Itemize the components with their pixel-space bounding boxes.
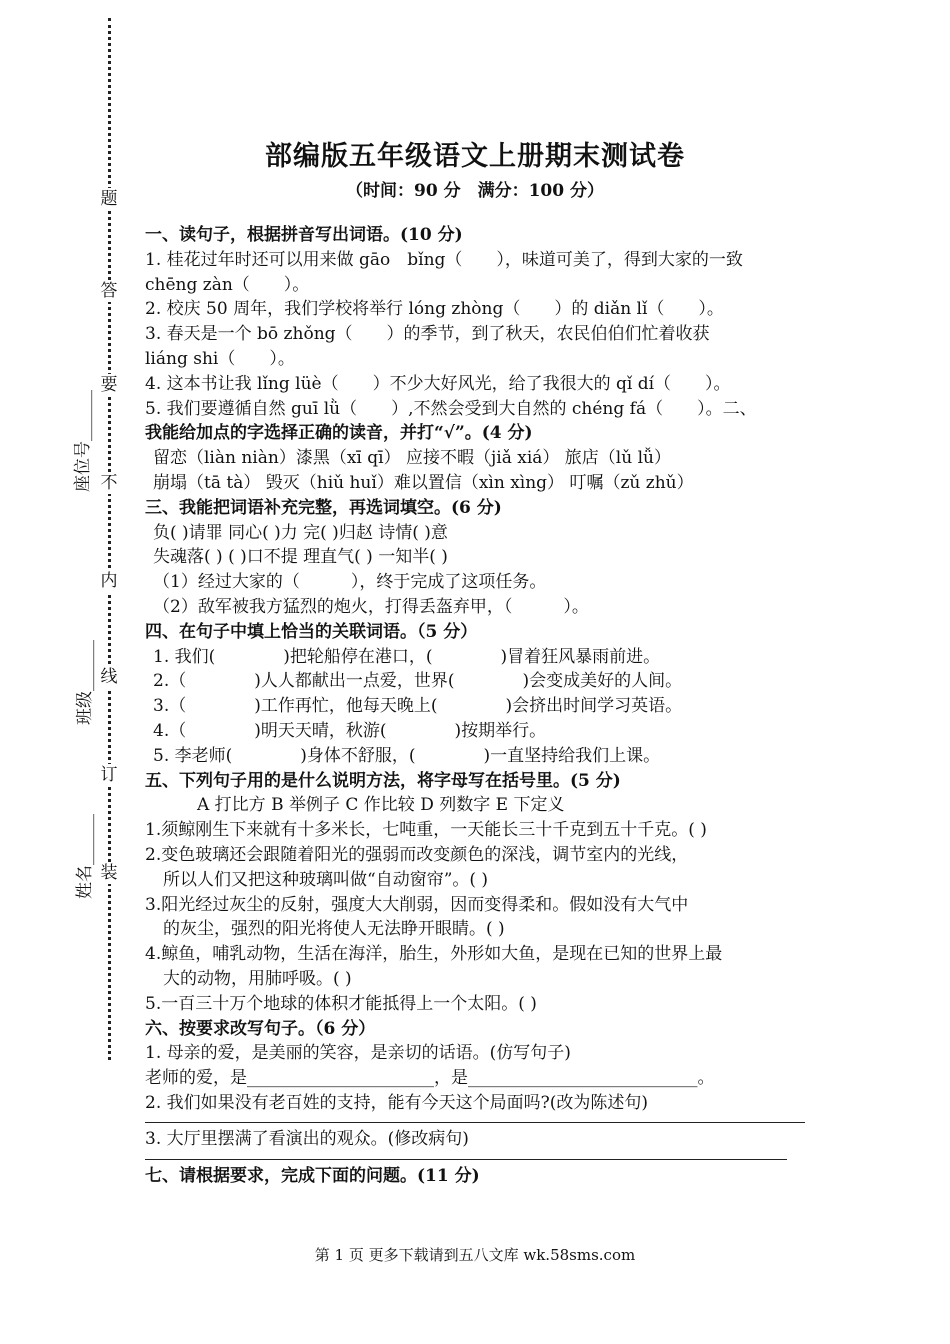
section-5-line: 3.阳光经过灰尘的反射，强度大大削弱，因而变得柔和。假如没有大气中 xyxy=(145,894,689,915)
class-label: 班级______ xyxy=(75,640,95,725)
section-6-line: 2. 我们如果没有老百姓的支持，能有今天这个局面吗?(改为陈述句) xyxy=(145,1092,649,1113)
section-5-line: 5.一百三十万个地球的体积才能抵得上一个太阳。( ) xyxy=(145,993,537,1014)
answer-rule xyxy=(145,1122,805,1123)
section-5-line: 2.变色玻璃还会跟随着阳光的强弱而改变颜色的深浅，调节室内的光线， xyxy=(145,844,689,865)
section-5-line: 1.须鲸刚生下来就有十多米长，七吨重，一天能长三十千克到五十千克。( ) xyxy=(145,820,707,841)
section-1-line: 5. 我们要遵循自然 guī lǜ（ ）,不然会受到大自然的 chéng fá（ ）。二、 xyxy=(145,398,757,419)
section-7-heading: 七、请根据要求，完成下面的问题。(11 分) xyxy=(145,1166,480,1187)
section-5-options: A 打比方 B 举例子 C 作比较 D 列数字 E 下定义 xyxy=(197,795,565,816)
exam-title: 部编版五年级语文上册期末测试卷 xyxy=(265,141,685,172)
page-footer: 第 1 页 更多下载请到五八文库 wk.58sms.com xyxy=(314,1246,636,1264)
section-4-line: 1. 我们( )把轮船停在港口，( )冒着狂风暴雨前进。 xyxy=(153,646,661,667)
section-1-heading: 一、读句子，根据拼音写出词语。(10 分) xyxy=(145,225,463,245)
section-2-line: 崩塌（tā tà） 毁灭（hiǔ huǐ）难以置信（xìn xìng） 叮嘱（zǔ zhǔ） xyxy=(153,472,694,493)
section-5-line: 大的动物，用肺呼吸。( ) xyxy=(163,968,352,989)
binding-char-da: 答 xyxy=(98,280,120,302)
section-4-heading: 四、在句子中填上恰当的关联词语。（5 分） xyxy=(145,621,478,642)
section-5-line: 所以人们又把这种玻璃叫做“自动窗帘”。( ) xyxy=(163,869,489,890)
binding-char-yao: 要 xyxy=(98,374,120,396)
section-6-line: 1. 母亲的爱，是美丽的笑容，是亲切的话语。(仿写句子) xyxy=(145,1043,571,1064)
binding-char-xian: 线 xyxy=(98,666,120,688)
section-6-line: 3. 大厅里摆满了看演出的观众。(修改病句) xyxy=(145,1128,469,1149)
exam-subtitle: （时间：90 分 满分：100 分） xyxy=(346,181,604,201)
exam-content xyxy=(145,223,825,1189)
section-3-heading: 三、我能把词语补充完整，再选词填空。(6 分) xyxy=(145,497,502,518)
answer-rule xyxy=(145,1159,787,1160)
section-2-heading: 我能给加点的字选择正确的读音，并打“√”。(4 分) xyxy=(145,423,533,444)
section-1-line: 4. 这本书让我 lǐng lüè（ ）不少大好风光，给了我很大的 qǐ dí（ ）。 xyxy=(145,373,731,394)
section-1-line: 1. 桂花过年时还可以用来做 gāo bǐng（ ），味道可美了，得到大家的一致 xyxy=(145,249,743,270)
section-5-line: 4.鲸鱼，哺乳动物，生活在海洋，胎生，外形如大鱼，是现在已知的世界上最 xyxy=(145,944,723,965)
section-5-heading: 五、下列句子用的是什么说明方法，将字母写在括号里。(5 分) xyxy=(145,770,621,791)
binding-char-bu: 不 xyxy=(98,472,120,494)
section-1-line: 3. 春天是一个 bō zhǒng（ ）的季节，到了秋天，农民伯伯们忙着收获 xyxy=(145,324,710,345)
seat-number-label: 座位号______ xyxy=(73,390,93,492)
section-3-line: （1）经过大家的（ ），终于完成了这项任务。 xyxy=(153,572,547,593)
section-6-heading: 六、按要求改写句子。（6 分） xyxy=(145,1018,376,1039)
binding-dotted-line xyxy=(108,18,111,1060)
section-2-line: 留恋（liàn niàn）漆黑（xī qī） 应接不暇（jiǎ xiá） 旅店（lǔ lǚ） xyxy=(153,448,671,469)
section-1-line: chēng zàn（ ）。 xyxy=(145,274,310,295)
section-3-line: 失魂落( ) ( )口不提 理直气( ) 一知半( ) xyxy=(153,547,448,568)
binding-char-zhuang: 装 xyxy=(98,862,120,884)
section-4-line: 2.（ )人人都献出一点爱，世界( )会变成美好的人间。 xyxy=(153,671,683,692)
section-5-line: 的灰尘，强烈的阳光将使人无法睁开眼睛。( ) xyxy=(163,919,505,940)
section-1-line: 2. 校庆 50 周年，我们学校将举行 lóng zhòng（ ）的 diǎn lǐ（ ）。 xyxy=(145,299,724,320)
section-3-line: 负( )请罪 同心( )力 完( )归赵 诗情( )意 xyxy=(153,522,448,543)
section-1-line: liáng shi（ ）。 xyxy=(145,348,295,369)
section-4-line: 4.（ )明天天晴，秋游( )按期举行。 xyxy=(153,720,547,741)
binding-char-nei: 内 xyxy=(98,570,120,592)
section-4-line: 5. 李老师( )身体不舒服，( )一直坚持给我们上课。 xyxy=(153,745,661,766)
binding-char-ding: 订 xyxy=(98,764,120,786)
binding-char-ti: 题 xyxy=(98,188,120,210)
section-3-line: （2）敌军被我方猛烈的炮火，打得丢盔弃甲，（ ）。 xyxy=(153,596,589,617)
section-6-line: 老师的爱，是______________________，是___________________________。 xyxy=(145,1068,715,1089)
section-4-line: 3.（ )工作再忙，他每天晚上( )会挤出时间学习英语。 xyxy=(153,696,683,717)
name-label: 姓名______ xyxy=(75,814,95,899)
